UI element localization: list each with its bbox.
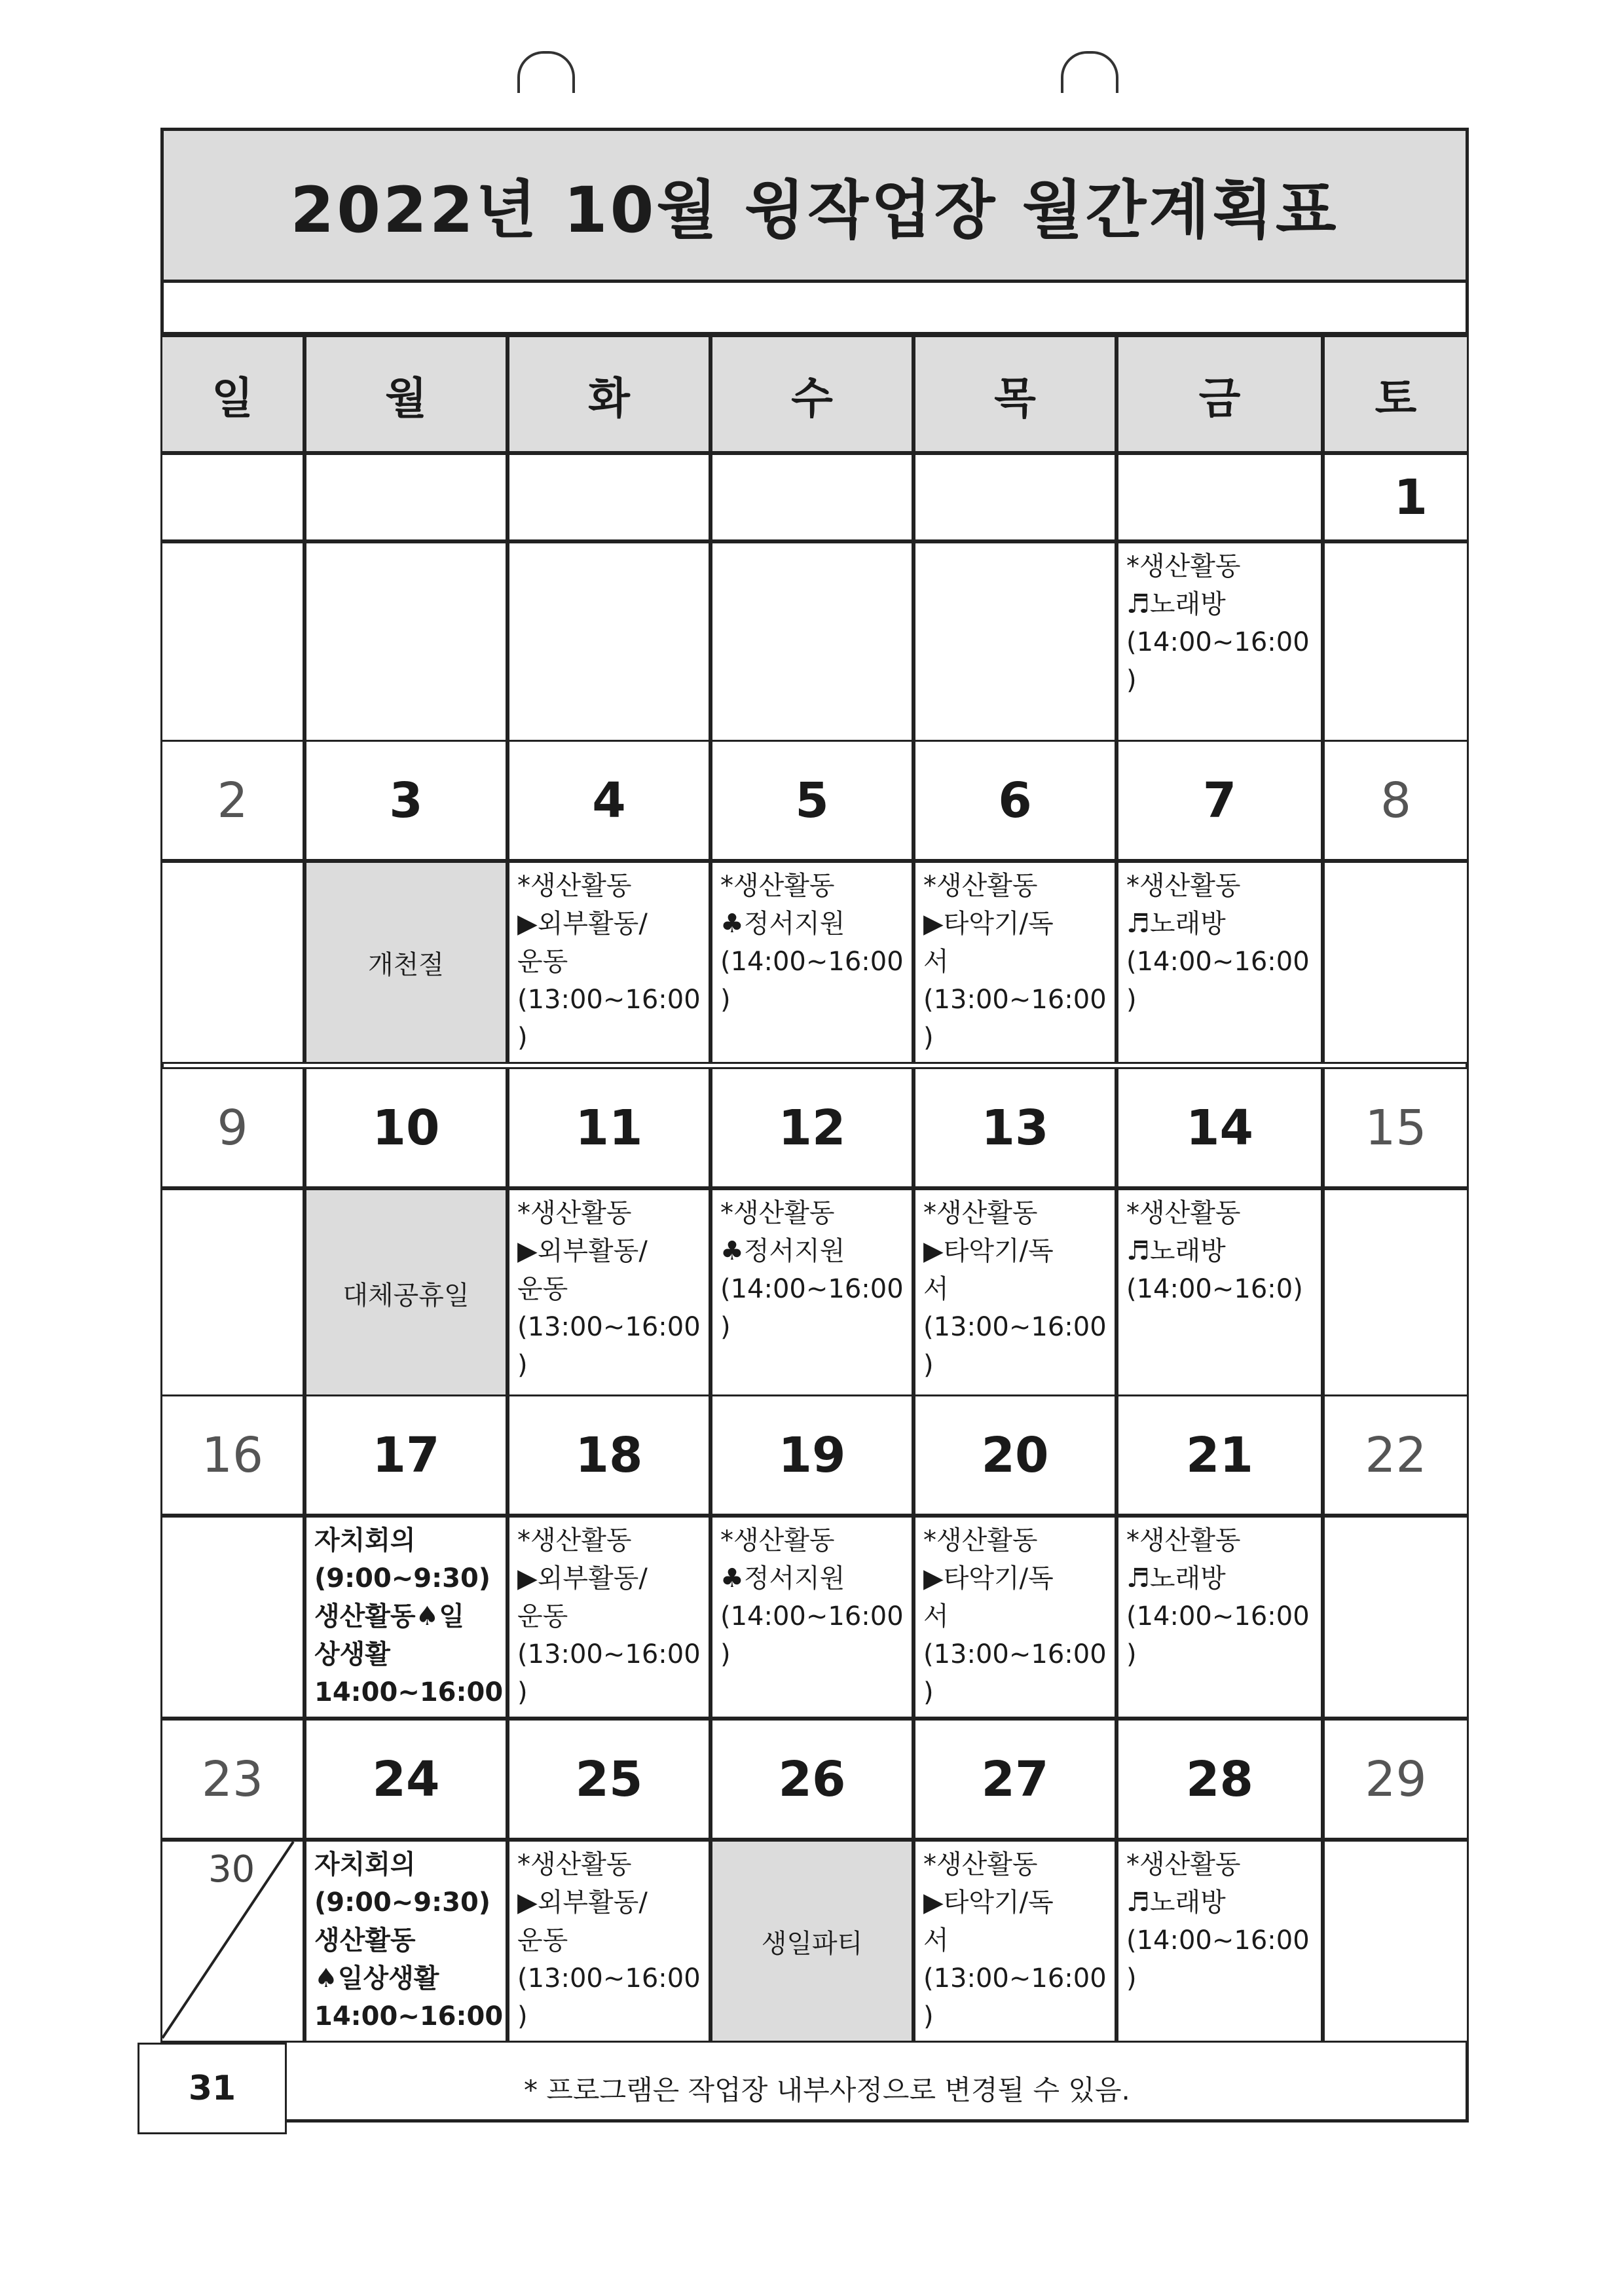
schedule-cell xyxy=(1323,1188,1469,1398)
title-band xyxy=(164,131,1466,283)
date-number: 29 xyxy=(1365,1751,1427,1808)
schedule-text: *생산활동 ♣정서지원 (14:00~16:00 ) xyxy=(720,1525,904,1669)
date-cell xyxy=(507,1719,710,1840)
date-number: 4 xyxy=(592,772,626,829)
date-number: 1 xyxy=(1393,469,1428,526)
schedule-text: *생산활동 ▶타악기/독 서 (13:00~16:00 ) xyxy=(923,871,1107,1053)
weekday-header xyxy=(710,335,913,453)
date-number: 13 xyxy=(981,1099,1049,1156)
weekday-header xyxy=(1323,335,1469,453)
schedule-cell xyxy=(1116,861,1323,1064)
date-number: 23 xyxy=(201,1751,264,1808)
schedule-text: *생산활동 ♬노래방 (14:00~16:00 ) xyxy=(1126,1525,1310,1669)
schedule-cell xyxy=(160,541,304,748)
schedule-cell xyxy=(507,1516,710,1719)
schedule-cell xyxy=(1323,541,1469,748)
weekday-header xyxy=(507,335,710,453)
schedule-cell xyxy=(304,1516,507,1719)
weekday-label: 목 xyxy=(994,373,1036,424)
schedule-text: *생산활동 ♬노래방 (14:00~16:0) xyxy=(1126,1198,1303,1304)
schedule-cell xyxy=(304,541,507,748)
schedule-cell xyxy=(507,541,710,748)
date-number: 25 xyxy=(575,1751,643,1808)
schedule-cell xyxy=(160,861,304,1064)
date-number: 20 xyxy=(981,1427,1049,1484)
holiday-cell xyxy=(304,1188,507,1398)
schedule-cell xyxy=(507,861,710,1064)
date-number: 28 xyxy=(1186,1751,1253,1808)
date-cell xyxy=(710,1394,913,1516)
date-cell xyxy=(710,1067,913,1188)
date-cell xyxy=(160,1067,304,1188)
date-cell xyxy=(710,1719,913,1840)
weekday-header xyxy=(160,335,304,453)
holiday-cell xyxy=(304,861,507,1064)
date-cell xyxy=(304,1067,507,1188)
schedule-text: 자치회의 (9:00~9:30) 생산활동♠일 상생활 14:00~16:00 xyxy=(314,1525,504,1707)
date-cell xyxy=(913,740,1116,861)
date-cell xyxy=(507,1067,710,1188)
weekday-label: 수 xyxy=(791,373,833,424)
date-number: 14 xyxy=(1186,1099,1253,1156)
schedule-cell xyxy=(710,1188,913,1398)
date-cell xyxy=(1116,453,1323,541)
schedule-text: *생산활동 ♬노래방 (14:00~16:00 ) xyxy=(1126,1850,1310,1994)
date-cell xyxy=(1323,740,1469,861)
schedule-cell xyxy=(507,1188,710,1398)
schedule-cell xyxy=(1323,1840,1469,2043)
date-cell xyxy=(1116,1067,1323,1188)
blank-strip xyxy=(164,283,1466,335)
date-cell xyxy=(913,453,1116,541)
date-cell xyxy=(304,740,507,861)
schedule-cell xyxy=(913,541,1116,748)
schedule-text: *생산활동 ♣정서지원 (14:00~16:00 ) xyxy=(720,871,904,1015)
date-cell xyxy=(160,1719,304,1840)
date-cell xyxy=(304,453,507,541)
holiday-cell xyxy=(710,1840,913,2043)
date-number: 19 xyxy=(778,1427,846,1484)
schedule-text: *생산활동 ♣정서지원 (14:00~16:00 ) xyxy=(720,1198,904,1342)
date-number: 5 xyxy=(795,772,829,829)
date-cell xyxy=(913,1719,1116,1840)
event-label: 생일파티 xyxy=(761,1928,863,1959)
date-cell xyxy=(710,740,913,861)
schedule-text: *생산활동 ▶타악기/독 서 (13:00~16:00 ) xyxy=(923,1525,1107,1707)
date-number: 15 xyxy=(1365,1099,1427,1156)
page-title: 2022년 10월 윙작업장 월간계획표 xyxy=(290,173,1339,247)
weekday-header xyxy=(304,335,507,453)
date-cell xyxy=(1323,1067,1469,1188)
date-cell xyxy=(160,453,304,541)
schedule-cell xyxy=(1116,1840,1323,2043)
date-cell xyxy=(1116,1394,1323,1516)
schedule-cell xyxy=(1116,1516,1323,1719)
schedule-cell xyxy=(710,541,913,748)
date-cell xyxy=(710,453,913,541)
date-number: 16 xyxy=(201,1427,264,1484)
date-number: 10 xyxy=(372,1099,440,1156)
date-cell xyxy=(1116,1719,1323,1840)
split-date-cell xyxy=(160,1840,304,2043)
date-cell xyxy=(1323,1719,1469,1840)
schedule-cell xyxy=(710,1516,913,1719)
schedule-cell xyxy=(913,861,1116,1064)
extra-date-box xyxy=(138,2043,287,2134)
footnote: * 프로그램은 작업장 내부사정으로 변경될 수 있음. xyxy=(524,2074,1130,2106)
date-cell xyxy=(1116,740,1323,861)
schedule-text: *생산활동 ▶외부활동/ 운동 (13:00~16:00 ) xyxy=(517,1850,701,2032)
schedule-cell xyxy=(710,861,913,1064)
weekday-header xyxy=(1116,335,1323,453)
date-cell xyxy=(304,1394,507,1516)
date-cell xyxy=(507,453,710,541)
date-number: 17 xyxy=(372,1427,440,1484)
schedule-text: *생산활동 ♬노래방 (14:00~16:00 ) xyxy=(1126,871,1310,1015)
schedule-text: *생산활동 ▶타악기/독 서 (13:00~16:00 ) xyxy=(923,1198,1107,1380)
date-number: 18 xyxy=(575,1427,643,1484)
date-number: 21 xyxy=(1186,1427,1253,1484)
date-number: 7 xyxy=(1202,772,1237,829)
extra-date: 31 xyxy=(188,2069,236,2108)
date-number: 30 xyxy=(208,1848,255,1891)
event-label: 개천절 xyxy=(368,949,444,980)
date-cell xyxy=(160,1394,304,1516)
schedule-cell xyxy=(1323,861,1469,1064)
schedule-text: *생산활동 ▶타악기/독 서 (13:00~16:00 ) xyxy=(923,1850,1107,2032)
date-number: 11 xyxy=(575,1099,643,1156)
schedule-cell xyxy=(507,1840,710,2043)
date-number: 26 xyxy=(778,1751,846,1808)
date-number: 8 xyxy=(1380,772,1412,829)
weekday-header xyxy=(913,335,1116,453)
weekday-label: 월 xyxy=(385,373,427,424)
date-number: 3 xyxy=(389,772,423,829)
date-cell xyxy=(304,1719,507,1840)
date-cell xyxy=(507,740,710,861)
date-number: 6 xyxy=(998,772,1032,829)
schedule-cell xyxy=(913,1840,1116,2043)
date-number: 27 xyxy=(981,1751,1049,1808)
schedule-cell xyxy=(160,1516,304,1719)
schedule-cell xyxy=(1116,541,1323,748)
binder-hook-right xyxy=(1061,51,1118,93)
date-cell xyxy=(160,740,304,861)
date-cell xyxy=(1323,1394,1469,1516)
schedule-text: *생산활동 ▶외부활동/ 운동 (13:00~16:00 ) xyxy=(517,1525,701,1707)
schedule-cell xyxy=(304,1840,507,2043)
date-number: 24 xyxy=(372,1751,440,1808)
schedule-cell xyxy=(1116,1188,1323,1398)
binder-hook-left xyxy=(517,51,575,93)
date-number: 12 xyxy=(778,1099,846,1156)
date-number: 22 xyxy=(1365,1427,1427,1484)
weekday-label: 토 xyxy=(1375,373,1417,424)
date-cell xyxy=(1323,453,1469,541)
weekday-label: 일 xyxy=(212,373,253,424)
schedule-text: 자치회의 (9:00~9:30) 생산활동 ♠일상생활 14:00~16:00 xyxy=(314,1850,504,2032)
date-cell xyxy=(507,1394,710,1516)
weekday-label: 금 xyxy=(1198,373,1241,424)
date-number: 9 xyxy=(217,1099,248,1156)
schedule-text: *생산활동 ▶외부활동/ 운동 (13:00~16:00 ) xyxy=(517,871,701,1053)
date-cell xyxy=(913,1067,1116,1188)
schedule-text: *생산활동 ▶외부활동/ 운동 (13:00~16:00 ) xyxy=(517,1198,701,1380)
schedule-cell xyxy=(160,1188,304,1398)
weekday-label: 화 xyxy=(588,373,630,424)
schedule-cell xyxy=(913,1516,1116,1719)
date-cell xyxy=(913,1394,1116,1516)
event-label: 대체공휴일 xyxy=(342,1280,470,1311)
schedule-cell xyxy=(913,1188,1116,1398)
date-number: 2 xyxy=(217,772,248,829)
schedule-text: *생산활동 ♬노래방 (14:00~16:00 ) xyxy=(1126,551,1310,695)
schedule-cell xyxy=(1323,1516,1469,1719)
